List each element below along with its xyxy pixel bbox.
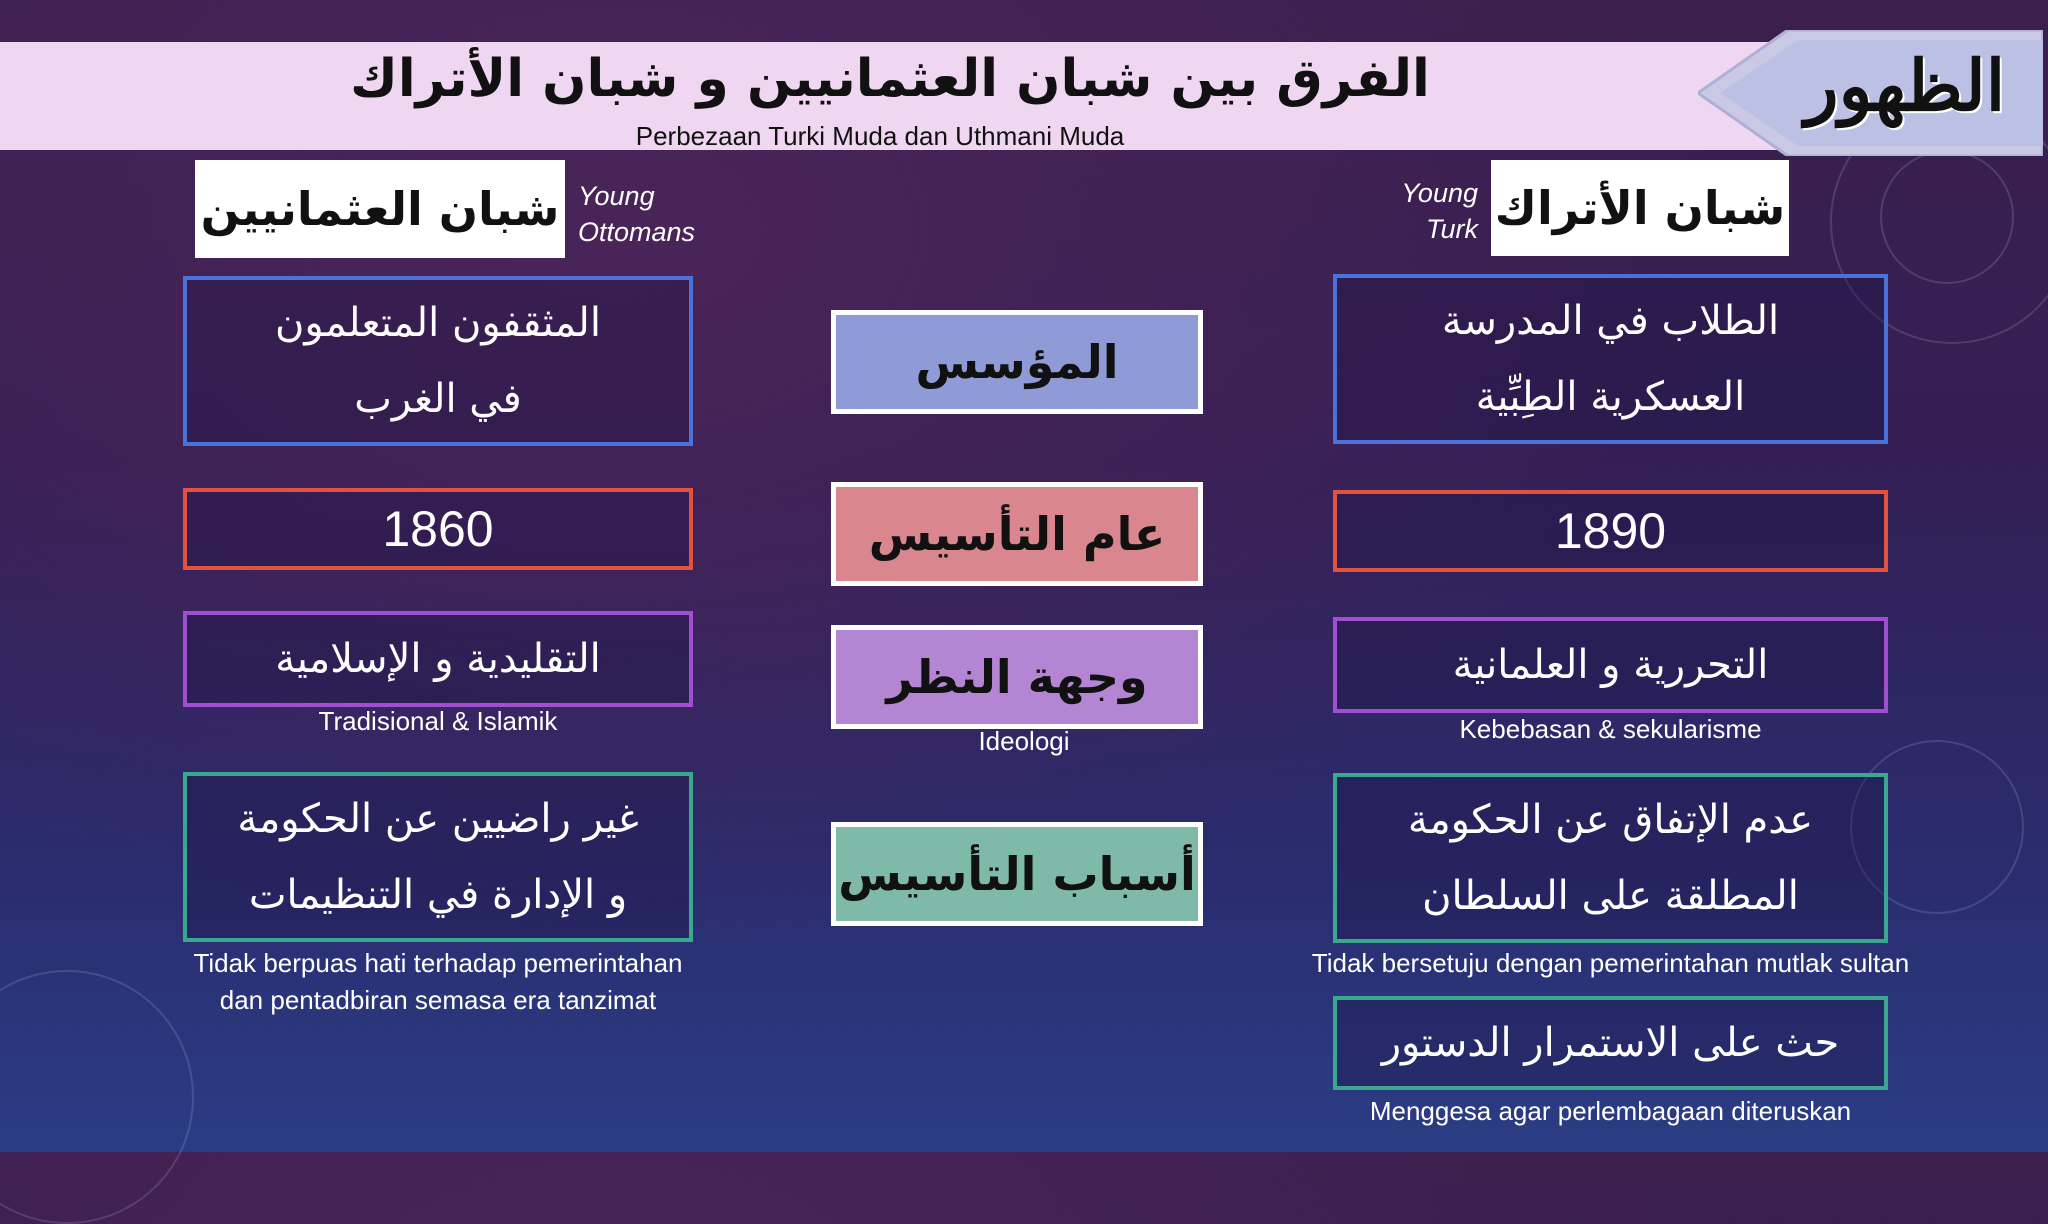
left-founder-box xyxy=(183,276,693,446)
left-year: 1860 xyxy=(382,501,494,557)
right-ideology: التحررية و العلمانية xyxy=(1452,642,1769,688)
left-ideology: التقليدية و الإسلامية xyxy=(275,636,601,682)
right-reasons-line-2: المطلقة على السلطان xyxy=(1422,873,1799,919)
section-label: الظهور xyxy=(1804,44,2006,127)
ideology-label: وجهة النظر xyxy=(831,625,1203,729)
founder-label: المؤسس xyxy=(831,310,1203,414)
right-extra-caption: Menggesa agar perlembagaan diteruskan xyxy=(1369,1096,1852,1126)
left-reasons-line-1: غير راضيين عن الحكومة xyxy=(237,796,639,842)
page-title: الفرق بين شبان العثمانيين و شبان الأتراك xyxy=(350,49,1430,109)
left-year-box xyxy=(183,488,693,570)
left-ideology-caption: Tradisional & Islamik xyxy=(318,706,558,736)
right-year-box xyxy=(1333,490,1888,572)
left-founder-line-1: المثقفون المتعلمون xyxy=(275,300,601,346)
right-ideology-caption: Kebebasan & sekularisme xyxy=(1459,714,1762,744)
right-english-line-1: Young xyxy=(1401,178,1478,208)
left-reasons-line-2: و الإدارة في التنظيمات xyxy=(248,872,628,918)
right-ideology-box xyxy=(1333,617,1888,713)
right-reasons-caption: Tidak bersetuju dengan pemerintahan mutlak sultan xyxy=(1311,948,1910,978)
right-reasons-box xyxy=(1333,773,1888,943)
left-english-name xyxy=(578,178,695,250)
right-english-name xyxy=(1380,175,1478,247)
reasons-label: أسباب التأسيس xyxy=(831,822,1203,926)
right-founder-box xyxy=(1333,274,1888,444)
right-founder-line-2: العسكرية الطِبِّية xyxy=(1475,374,1746,420)
left-english-line-2: Ottomans xyxy=(578,217,696,247)
right-founder-line-1: الطلاب في المدرسة xyxy=(1441,298,1780,344)
page-subtitle: Perbezaan Turki Muda dan Uthmani Muda xyxy=(635,121,1125,151)
right-extra-box xyxy=(1333,996,1888,1090)
left-reasons-caption-line-2: dan pentadbiran semasa era tanzimat xyxy=(219,985,657,1015)
left-reasons-caption-line-1: Tidak berpuas hati terhadap pemerintahan xyxy=(193,948,683,978)
left-founder-line-2: في الغرب xyxy=(354,376,522,422)
left-english-line-1: Young xyxy=(578,181,655,211)
ideology-caption: Ideologi xyxy=(978,726,1070,756)
left-reasons-box xyxy=(183,772,693,942)
right-english-line-2: Turk xyxy=(1426,214,1478,244)
left-heading: شبان العثمانيين xyxy=(195,160,565,258)
year-label: عام التأسيس xyxy=(831,482,1203,586)
left-reasons-caption xyxy=(130,945,746,1019)
left-ideology-box xyxy=(183,611,693,707)
right-year: 1890 xyxy=(1554,503,1667,559)
right-reasons-line-1: عدم الإتفاق عن الحكومة xyxy=(1407,797,1814,843)
right-heading: شبان الأتراك xyxy=(1491,160,1789,256)
right-extra: حث على الاستمرار الدستور xyxy=(1381,1020,1840,1066)
